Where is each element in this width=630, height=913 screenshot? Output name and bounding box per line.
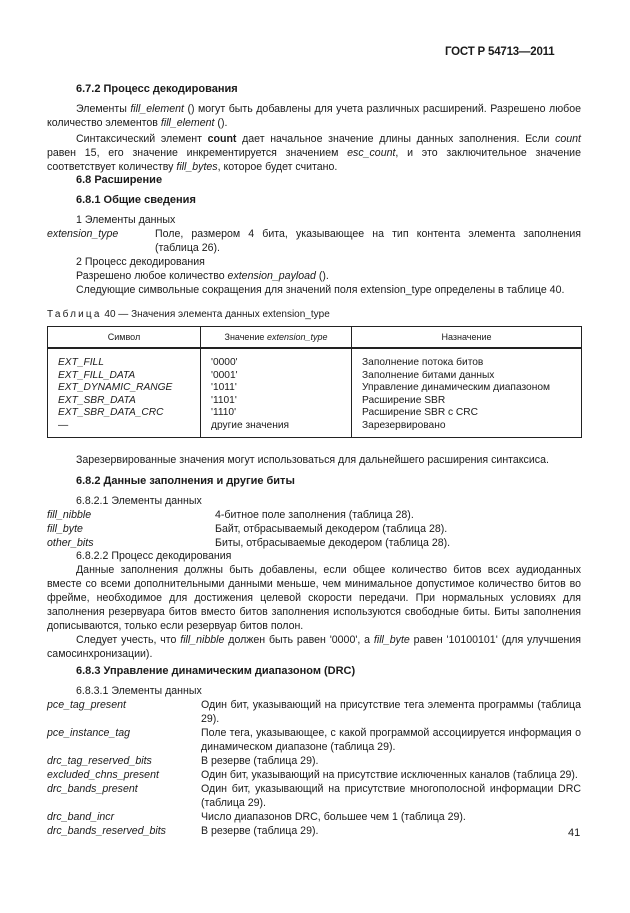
list-item-data-elements: 1 Элементы данных (76, 214, 176, 226)
table-cell: EXT_SBR_DATA (58, 394, 136, 406)
text-line-extension-payload (76, 269, 329, 283)
table-cell: другие значения (211, 419, 290, 431)
text: дает начальное значение длины данных заполнения. Если (236, 133, 556, 145)
section-heading-6-8-2: 6.8.2 Данные заполнения и другие биты (76, 475, 295, 487)
definition-term: drc_bands_present (47, 783, 138, 795)
table-cell: Управление динамическим диапазоном (362, 382, 551, 394)
section-heading-6-7-2: 6.7.2 Процесс декодирования (76, 83, 238, 95)
definition-extension-type (47, 227, 581, 255)
definition-term: pce_instance_tag (47, 727, 131, 739)
text: (). (214, 117, 228, 129)
text: (). (315, 270, 329, 282)
document-code: ГОСТ Р 54713—2011 (445, 46, 555, 58)
text: должен быть равен '0000', а (224, 634, 374, 646)
table-cell: EXT_FILL_DATA (58, 369, 136, 381)
section-heading-6-8-3: 6.8.3 Управление динамическим диапазоном (DRC) (76, 665, 356, 677)
definition-term: fill_byte (47, 523, 83, 535)
definition-term: extension_type (47, 228, 119, 240)
definition-row (47, 810, 581, 824)
paragraph-count (47, 132, 581, 174)
definition-row (47, 522, 581, 536)
text: extension_type (266, 331, 328, 342)
definition-row (47, 754, 581, 768)
term-fill-byte: fill_byte (373, 634, 410, 646)
definition-term: drc_tag_reserved_bits (47, 755, 152, 767)
table-cell: '1011' (211, 382, 237, 394)
column-symbol (48, 348, 201, 437)
term-fill-bytes: fill_bytes (176, 161, 218, 173)
table-40 (47, 326, 582, 438)
subsection-heading-6-8-2-1: 6.8.2.1 Элементы данных (76, 495, 202, 507)
paragraph-reserved-values: Зарезервированные значения могут использоваться для дальнейшего расширения синтаксиса. (76, 454, 549, 466)
definition-row (47, 698, 581, 726)
definition-term: fill_nibble (47, 509, 92, 521)
definition-description: 4-битное поле заполнения (таблица 28). (215, 509, 414, 521)
definition-description: Число диапазонов DRC, большее чем 1 (таблица 29). (201, 811, 466, 823)
definition-description: Байт, отбрасываемый декодером (таблица 28). (215, 523, 448, 535)
table-body (48, 348, 582, 437)
table-caption-label: Таблица (47, 309, 102, 320)
table-caption-text: 40 — Значения элемента данных extension_type (101, 309, 330, 320)
table-cell: Заполнение потока битов (362, 357, 484, 368)
paragraph-fill-values (47, 633, 581, 661)
column-header-purpose: Назначение (352, 327, 582, 349)
table-cell: Заполнение битами данных (362, 369, 495, 381)
section-heading-6-8-1: 6.8.1 Общие сведения (76, 194, 196, 206)
column-value (201, 348, 352, 437)
definition-term: pce_tag_present (47, 699, 126, 711)
text: , и это заключительное значение соответствует количеству (47, 147, 581, 173)
table-cell: EXT_SBR_DATA_CRC (58, 407, 164, 419)
text: () могут быть добавлены для учета различных расширений. Разрешено любое количество элементов (47, 103, 581, 129)
definition-description: Биты, отбрасываемые декодером (таблица 28). (215, 537, 451, 549)
table-cell: — (58, 419, 69, 431)
definition-description: Один бит, указывающий на присутствие тега элемента программы (таблица 29). (201, 699, 581, 725)
term-extension-payload: extension_payload (227, 270, 316, 282)
table-cell: '0001' (211, 369, 238, 381)
definition-list-drc (47, 698, 581, 838)
definition-description: Поле, размером 4 бита, указывающее на тип контента элемента заполнения (таблица 26). (155, 228, 581, 254)
term-count: count (555, 133, 581, 145)
table-cell: '1110' (211, 407, 237, 419)
table-cell: Зарезервировано (362, 419, 446, 431)
definition-row (47, 726, 581, 754)
definition-description: В резерве (таблица 29). (201, 755, 319, 767)
table-cell: '1101' (211, 394, 237, 406)
table-caption (47, 308, 330, 322)
text: Синтаксический элемент (76, 133, 208, 145)
definition-row (47, 508, 581, 522)
table-cell: Расширение SBR с CRC (362, 407, 478, 419)
subsection-heading-6-8-3-1: 6.8.3.1 Элементы данных (76, 685, 202, 697)
definition-description: Один бит, указывающий на присутствие исключенных каналов (таблица 29). (201, 769, 578, 781)
term-fill-element: fill_element (130, 103, 184, 115)
definition-description: Поле тега, указывающее, с какой программой ассоциируется информация о динамическом диапазоне (таблица 29). (201, 727, 581, 753)
text: Элементы (76, 103, 131, 115)
definition-term: drc_bands_reserved_bits (47, 825, 166, 837)
subsection-heading-6-8-2-2: 6.8.2.2 Процесс декодирования (76, 550, 232, 562)
paragraph-fill-element (47, 102, 581, 130)
definition-list-fill (47, 508, 581, 550)
table-cell: Расширение SBR (362, 394, 446, 406)
definition-row (47, 782, 581, 810)
table-cell: '0000' (211, 357, 238, 368)
term-esc-count: esc_count (347, 147, 396, 159)
text: Разрешено любое количество (76, 270, 228, 282)
definition-row (47, 768, 581, 782)
term-fill-nibble: fill_nibble (180, 634, 225, 646)
page-number: 41 (568, 827, 581, 839)
paragraph-fill-data: Данные заполнения должны быть добавлены, если общее количество битов всех аудиоданных вместе со всеми дополнительными данными меньше, чем минимальное допустимое количество битов во фрейме, необходимое для достижения целевой скорости передачи. При нормальных условиях для заполнения резервуара битов вместо битов заполнения используются свободные биты. Биты заполнения дописываются, только если резервуар битов полон. (47, 564, 581, 632)
text: Следует учесть, что (76, 634, 181, 646)
definition-row (47, 824, 581, 838)
table-header-row (48, 327, 582, 349)
table-cell: EXT_FILL (58, 357, 104, 368)
text: Значение (224, 331, 267, 342)
table-cell: EXT_DYNAMIC_RANGE (58, 382, 173, 394)
term-fill-element: fill_element (160, 117, 215, 129)
section-heading-6-8: 6.8 Расширение (76, 174, 163, 186)
definition-description: Один бит, указывающий на присутствие многополосной информации DRC (таблица 29). (201, 783, 581, 809)
definition-term: other_bits (47, 537, 94, 549)
column-header-symbol: Символ (48, 327, 201, 349)
text: равен 15, его значение инкрементируется значением (47, 147, 348, 159)
definition-term: drc_band_incr (47, 811, 115, 823)
text: равен '10100101' (для улучшения самосинхронизации). (47, 634, 581, 660)
list-item-decoding-process: 2 Процесс декодирования (76, 256, 205, 268)
definition-term: excluded_chns_present (47, 769, 159, 781)
column-header-value (201, 327, 352, 349)
term-count-bold: count (207, 133, 237, 145)
definition-row (47, 536, 581, 550)
definition-description: В резерве (таблица 29). (201, 825, 319, 837)
column-purpose (352, 348, 582, 437)
text: , которое будет считано. (217, 161, 338, 173)
text-line-table-ref: Следующие символьные сокращения для значений поля extension_type определены в таблице 40. (76, 284, 565, 296)
